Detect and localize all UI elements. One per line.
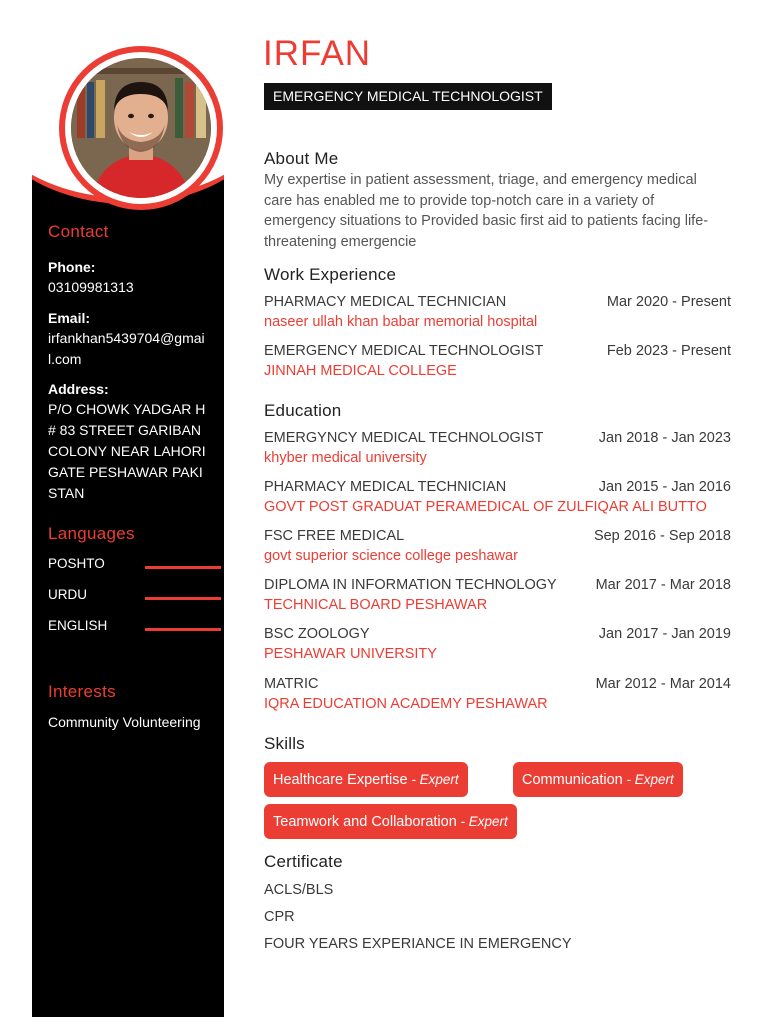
skill-name: Healthcare Expertise	[273, 772, 408, 788]
email-value: irfankhan5439704@gmail.com	[48, 330, 205, 367]
entry-date: Jan 2017 - Jan 2019	[598, 626, 731, 642]
skill-level: - Expert	[456, 814, 508, 829]
language-item	[48, 618, 206, 638]
entry-place: JINNAH MEDICAL COLLEGE	[264, 363, 457, 379]
entry-date: Jan 2018 - Jan 2023	[598, 430, 731, 446]
avatar	[71, 58, 211, 198]
education-entry	[264, 577, 731, 617]
certificate-item: FOUR YEARS EXPERIANCE IN EMERGENCY	[264, 936, 572, 952]
entry-title: DIPLOMA IN INFORMATION TECHNOLOGY	[264, 577, 557, 593]
entry-place: TECHNICAL BOARD PESHAWAR	[264, 597, 488, 613]
education-entry	[264, 479, 731, 519]
education-entry	[264, 430, 731, 470]
entry-date: Feb 2023 - Present	[606, 343, 731, 359]
education-entry	[264, 676, 731, 716]
language-name: URDU	[48, 587, 87, 602]
certificate-item: ACLS/BLS	[264, 882, 334, 898]
skill-tag	[264, 804, 517, 839]
language-item	[48, 587, 206, 607]
email-label: Email:	[48, 310, 91, 326]
skill-tag	[513, 762, 683, 797]
candidate-name: IRFAN	[263, 34, 372, 73]
education-heading: Education	[264, 401, 342, 420]
education-entry	[264, 528, 731, 568]
entry-place: naseer ullah khan babar memorial hospital	[264, 314, 538, 330]
entry-date: Jan 2015 - Jan 2016	[598, 479, 731, 495]
entry-place: GOVT POST GRADUAT PERAMEDICAL OF ZULFIQAR ALI BUTTO	[264, 499, 707, 515]
language-level-bar	[145, 566, 221, 569]
entry-title: PHARMACY MEDICAL TECHNICIAN	[264, 479, 507, 495]
entry-title: EMERGYNCY MEDICAL TECHNOLOGIST	[264, 430, 544, 446]
entry-date: Sep 2016 - Sep 2018	[593, 528, 731, 544]
address-value: P/O CHOWK YADGAR H# 83 STREET GARIBAN COLONY NEAR LAHORI GATE PESHAWAR PAKISTAN	[48, 401, 206, 501]
entry-place: govt superior science college peshawar	[264, 548, 518, 564]
language-name: POSHTO	[48, 556, 105, 571]
entry-place: khyber medical university	[264, 450, 427, 466]
language-level-bar	[145, 597, 221, 600]
interests-heading: Interests	[48, 682, 116, 701]
skill-tag	[264, 762, 468, 797]
job-title-badge: EMERGENCY MEDICAL TECHNOLOGIST	[264, 83, 552, 110]
entry-title: EMERGENCY MEDICAL TECHNOLOGIST	[264, 343, 544, 359]
about-heading: About Me	[264, 149, 339, 168]
skill-name: Communication	[522, 772, 623, 788]
work-heading: Work Experience	[264, 265, 397, 284]
certificate-heading: Certificate	[264, 852, 343, 871]
skill-name: Teamwork and Collaboration	[273, 814, 457, 830]
work-entry	[264, 343, 731, 383]
languages-heading: Languages	[48, 524, 135, 543]
language-item	[48, 556, 206, 576]
entry-place: PESHAWAR UNIVERSITY	[264, 646, 437, 662]
phone-value: 03109981313	[48, 279, 134, 295]
entry-title: PHARMACY MEDICAL TECHNICIAN	[264, 294, 507, 310]
about-text: My expertise in patient assessment, triage, and emergency medical care has enabled me to provide top-notch care in a variety of emergency situations to Provided basic first aid to patients facing life-threatening emergencie	[264, 172, 709, 250]
education-entry	[264, 626, 731, 666]
avatar-ring	[59, 46, 223, 210]
skill-level: - Expert	[407, 772, 459, 787]
entry-date: Mar 2012 - Mar 2014	[595, 676, 731, 692]
interests-value: Community Volunteering	[48, 714, 201, 730]
work-entry	[264, 294, 731, 334]
avatar-photo-icon	[71, 58, 211, 198]
entry-title: BSC ZOOLOGY	[264, 626, 370, 642]
phone-label: Phone:	[48, 259, 96, 275]
sidebar	[32, 172, 224, 1017]
entry-title: FSC FREE MEDICAL	[264, 528, 405, 544]
language-name: ENGLISH	[48, 618, 108, 633]
entry-date: Mar 2017 - Mar 2018	[595, 577, 731, 593]
certificate-item: CPR	[264, 909, 295, 925]
address-label: Address:	[48, 381, 109, 397]
entry-date: Mar 2020 - Present	[606, 294, 731, 310]
entry-place: IQRA EDUCATION ACADEMY PESHAWAR	[264, 696, 548, 712]
skill-level: - Expert	[622, 772, 674, 787]
entry-title: MATRIC	[264, 676, 319, 692]
contact-heading: Contact	[48, 222, 109, 241]
skills-heading: Skills	[264, 734, 305, 753]
language-level-bar	[145, 628, 221, 631]
